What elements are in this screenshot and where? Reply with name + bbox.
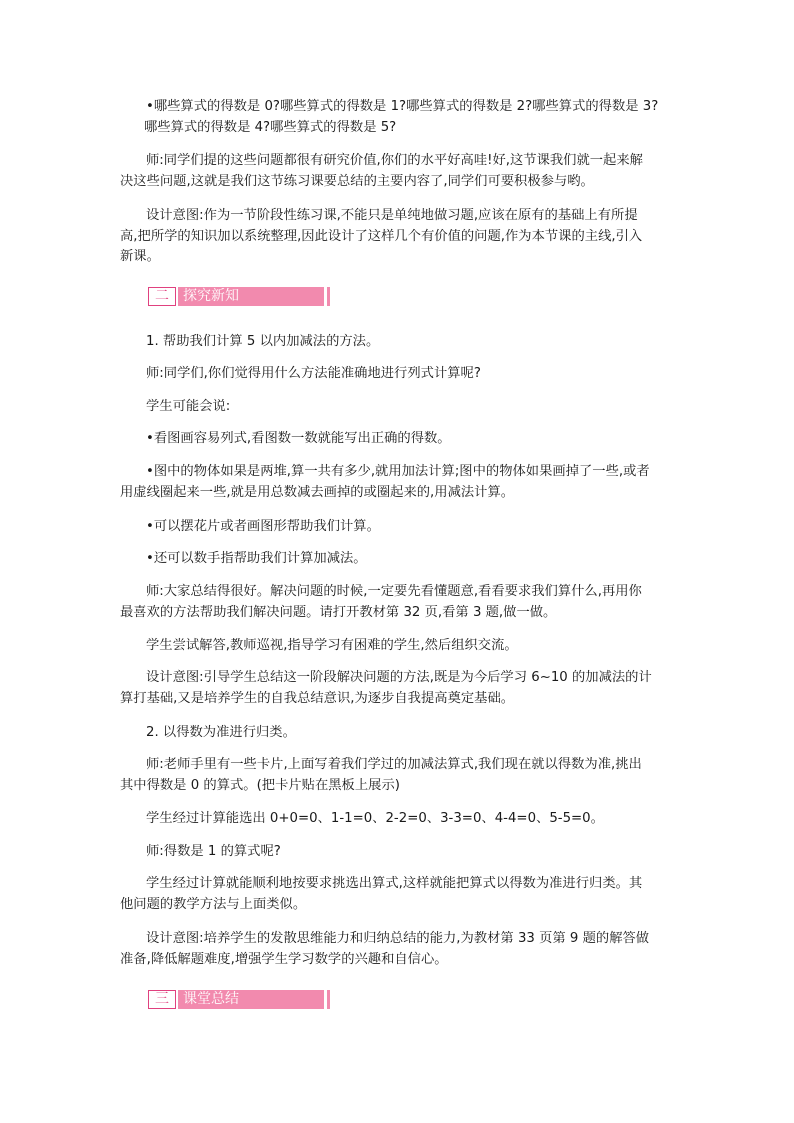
text-line: 设计意图:作为一节阶段性练习课,不能只是单纯地做习题,应该在原有的基础上有所提 — [146, 208, 638, 223]
paragraph-questions — [144, 97, 659, 138]
paragraph-design-intent-1 — [120, 206, 646, 268]
text-line: 算打基础,又是培养学生的自我总结意识,为逐步自我提高奠定基础。 — [120, 690, 515, 706]
text-line: 哪些算式的得数是 4?哪些算式的得数是 5? — [144, 119, 397, 135]
text-line: 准备,降低解题难度,增强学生学习数学的兴趣和自信心。 — [120, 951, 448, 967]
paragraph-design-intent-2 — [120, 668, 652, 709]
section-title: 探究新知 — [183, 288, 239, 304]
text-line: •可以摆花片或者画图形帮助我们计算。 — [146, 519, 380, 534]
section-title-bar — [178, 287, 323, 306]
text-line: 师:同学们提的这些问题都很有研究价值,你们的水平好高哇!好,这节课我们就一起来解 — [146, 153, 643, 168]
section-title: 课堂总结 — [183, 991, 239, 1007]
text-line: 学生尝试解答,教师巡视,指导学习有困难的学生,然后组织交流。 — [146, 638, 518, 653]
text-line: 2. 以得数为准进行归类。 — [146, 725, 296, 740]
text-line: 决这些问题,这就是我们这节练习课要总结的主要内容了,同学们可要积极参与哟。 — [120, 173, 594, 189]
paragraph-teacher-cards — [120, 755, 646, 796]
paragraph-item-1 — [146, 332, 646, 353]
text-line: 他问题的教学方法与上面类似。 — [120, 896, 307, 912]
section-number: 二 — [155, 288, 169, 304]
section-stripes-decoration — [309, 287, 333, 306]
text-line: •哪些算式的得数是 0?哪些算式的得数是 1?哪些算式的得数是 2?哪些算式的得数是 3? — [146, 99, 659, 114]
text-line: 学生经过计算能选出 0+0=0、1-1=0、2-2=0、3-3=0、4-4=0、5-5=0。 — [146, 811, 604, 826]
text-line: 设计意图:引导学生总结这一阶段解决问题的方法,既是为今后学习 6~10 的加减法的计 — [146, 670, 652, 685]
paragraph-student-attempt — [146, 636, 646, 657]
text-line: 师:大家总结得很好。解决问题的时候,一定要先看懂题意,看看要求我们算什么,再用你 — [146, 584, 642, 599]
text-line: •还可以数手指帮助我们计算加减法。 — [146, 551, 367, 566]
text-line: 1. 帮助我们计算 5 以内加减法的方法。 — [146, 334, 380, 349]
text-line: 用虚线圈起来一些,就是用总数减去画掉的或圈起来的,用减法计算。 — [120, 484, 515, 500]
section-stripes-decoration — [309, 990, 333, 1009]
section-title-bar — [178, 990, 323, 1009]
text-line: 学生可能会说: — [146, 399, 231, 414]
paragraph-design-intent-3 — [120, 929, 650, 970]
paragraph-item-2 — [146, 723, 646, 744]
text-line: 最喜欢的方法帮助我们解决问题。请打开教材第 32 页,看第 3 题,做一做。 — [120, 604, 557, 620]
text-line: 学生经过计算就能顺利地按要求挑选出算式,这样就能把算式以得数为准进行归类。其 — [146, 876, 643, 891]
text-line: 师:同学们,你们觉得用什么方法能准确地进行列式计算呢? — [146, 366, 481, 381]
text-line: •图中的物体如果是两堆,算一共有多少,就用加法计算;图中的物体如果画掉了一些,或者 — [146, 464, 650, 479]
text-line: 师:老师手里有一些卡片,上面写着我们学过的加减法算式,我们现在就以得数为准,挑出 — [146, 757, 642, 772]
paragraph-bullet-3 — [146, 517, 646, 538]
paragraph-bullet-4 — [146, 549, 646, 570]
paragraph-bullet-1 — [146, 429, 646, 450]
paragraph-student-select — [146, 809, 646, 830]
text-line: 新课。 — [120, 249, 160, 264]
paragraph-teacher-result-1 — [146, 842, 646, 863]
text-line: 师:得数是 1 的算式呢? — [146, 844, 281, 859]
paragraph-teacher-question — [146, 364, 646, 385]
section-header-explore — [148, 287, 336, 308]
section-header-summary — [148, 990, 336, 1011]
text-line: •看图画容易列式,看图数一数就能写出正确的得数。 — [146, 431, 451, 446]
section-number-box — [148, 990, 176, 1009]
paragraph-teacher-intro — [120, 151, 646, 192]
section-number: 三 — [155, 991, 169, 1007]
paragraph-students-say — [146, 397, 646, 418]
section-number-box — [148, 287, 176, 306]
text-line: 高,把所学的知识加以系统整理,因此设计了这样几个有价值的问题,作为本节课的主线,引入 — [120, 228, 643, 244]
text-line: 设计意图:培养学生的发散思维能力和归纳总结的能力,为教材第 33 页第 9 题的解答做 — [146, 931, 650, 946]
paragraph-bullet-2 — [120, 462, 650, 503]
paragraph-teacher-summary — [120, 582, 646, 623]
text-line: 其中得数是 0 的算式。(把卡片贴在黑板上展示) — [120, 777, 400, 793]
paragraph-student-classify — [120, 874, 646, 915]
